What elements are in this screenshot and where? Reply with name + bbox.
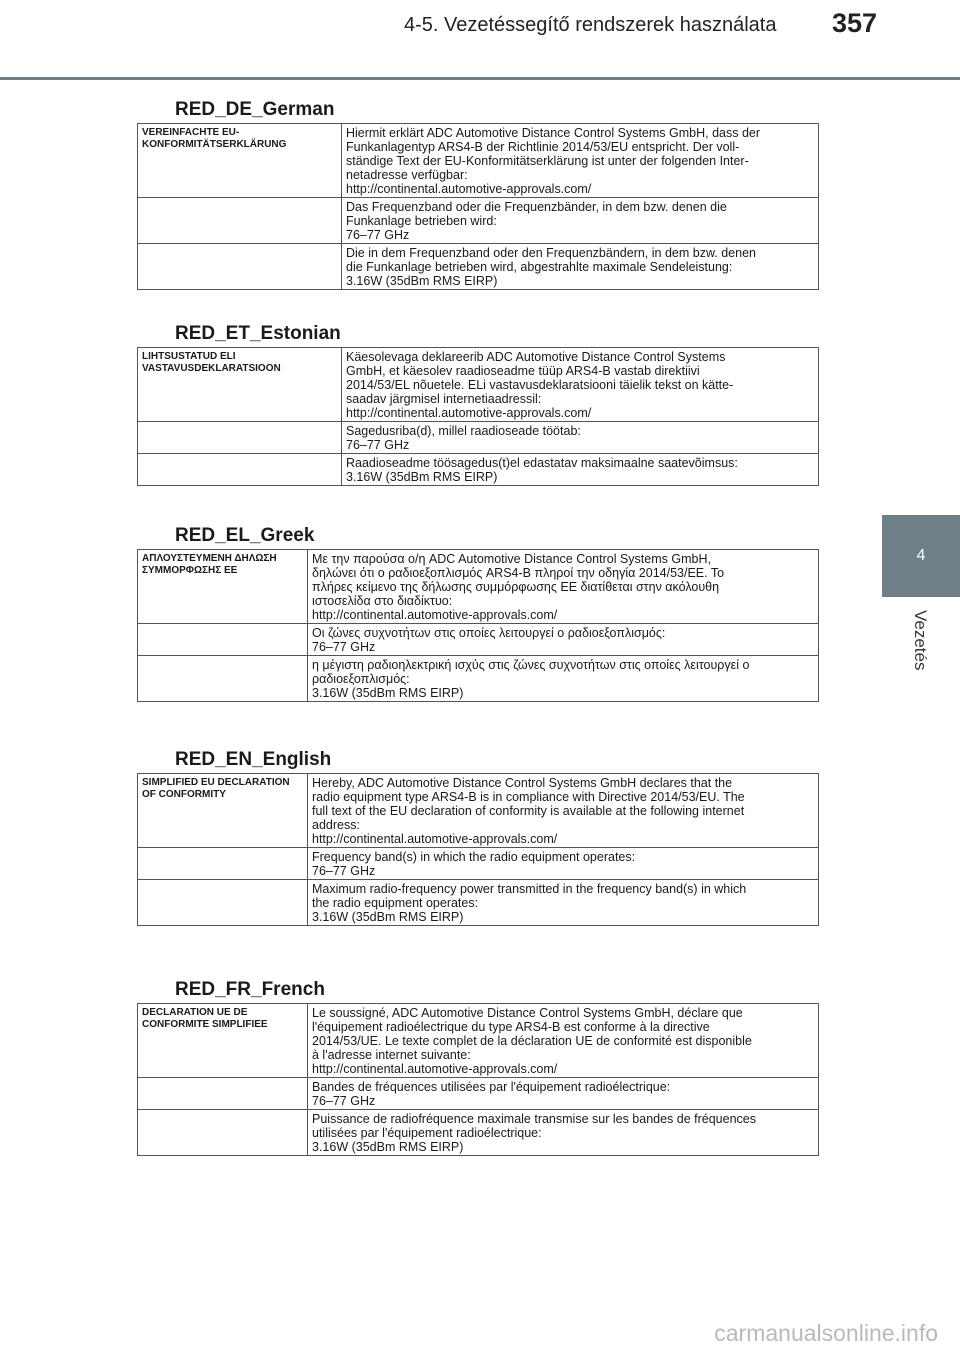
declaration-section — [137, 746, 819, 926]
table-row — [138, 1078, 819, 1110]
text-line: 76–77 GHz — [346, 438, 410, 452]
declaration-table — [137, 347, 819, 486]
text-line: radio equipment type ARS4-B is in compliance with Directive 2014/53/EU. The — [312, 790, 745, 804]
text-line: Käesolevaga deklareerib ADC Automotive Distance Control Systems — [346, 350, 726, 364]
empty-cell — [138, 244, 342, 290]
text-line: Sagedusriba(d), millel raadioseade töötab: — [346, 424, 581, 438]
declaration-text — [342, 422, 819, 454]
section-title: RED_EL_Greek — [175, 525, 315, 546]
page-number: 357 — [832, 8, 878, 38]
section-title: RED_DE_German — [175, 99, 335, 120]
table-row — [138, 1110, 819, 1156]
declaration-heading: SIMPLIFIED EU DECLARATION OF CONFORMITY — [138, 774, 308, 848]
text-line: δηλώνει ότι ο ραδιοεξοπλισμός ARS4-B πληροί την οδηγία 2014/53/ΕΕ. Το — [312, 566, 725, 580]
text-line: Maximum radio-frequency power transmitted in the frequency band(s) in which — [312, 882, 747, 896]
declaration-text — [342, 244, 819, 290]
text-line: 76–77 GHz — [312, 640, 376, 654]
declaration-text — [342, 198, 819, 244]
text-line: ständige Text der EU-Konformitätserklärung ist unter der folgenden Inter- — [346, 154, 749, 168]
text-line: Le soussigné, ADC Automotive Distance Control Systems GmbH, déclare que — [312, 1006, 743, 1020]
text-line: Raadioseadme töösagedus(t)el edastatav maksimaalne saatevõimsus: — [346, 456, 738, 470]
declaration-text — [308, 880, 819, 926]
table-row — [138, 1004, 819, 1078]
text-line: 3.16W (35dBm RMS EIRP) — [312, 910, 464, 924]
text-line: 76–77 GHz — [346, 228, 410, 242]
declaration-text — [342, 348, 819, 422]
declaration-text — [342, 454, 819, 486]
empty-cell — [138, 422, 342, 454]
text-line: Puissance de radiofréquence maximale transmise sur les bandes de fréquences — [312, 1112, 756, 1126]
declaration-text — [308, 1078, 819, 1110]
declaration-section — [137, 96, 819, 290]
empty-cell — [138, 198, 342, 244]
text-line: http://continental.automotive-approvals.com/ — [312, 832, 558, 846]
text-line: 3.16W (35dBm RMS EIRP) — [312, 1140, 464, 1154]
table-row — [138, 198, 819, 244]
empty-cell — [138, 1078, 308, 1110]
text-line: saadav järgmisel internetiaadressil: — [346, 392, 542, 406]
declaration-section — [137, 976, 819, 1156]
text-line: http://continental.automotive-approvals.com/ — [346, 406, 592, 420]
text-line: 3.16W (35dBm RMS EIRP) — [346, 470, 498, 484]
declaration-heading: LIHTSUSTATUD ELI VASTAVUSDEKLARATSIOON — [138, 348, 342, 422]
text-line: http://continental.automotive-approvals.com/ — [312, 1062, 558, 1076]
declaration-text — [308, 848, 819, 880]
declaration-text — [342, 124, 819, 198]
text-line: utilisées par l'équipement radioélectrique: — [312, 1126, 542, 1140]
text-line: http://continental.automotive-approvals.com/ — [312, 608, 558, 622]
declaration-text — [308, 624, 819, 656]
empty-cell — [138, 656, 308, 702]
declaration-table — [137, 123, 819, 290]
table-row — [138, 454, 819, 486]
section-title: RED_FR_French — [175, 979, 325, 1000]
declaration-table — [137, 773, 819, 926]
header-rule — [0, 77, 960, 80]
text-line: 3.16W (35dBm RMS EIRP) — [312, 686, 464, 700]
declaration-text — [308, 550, 819, 624]
declaration-text — [308, 656, 819, 702]
text-line: 2014/53/UE. Le texte complet de la déclaration UE de conformité est disponible — [312, 1034, 752, 1048]
text-line: à l'adresse internet suivante: — [312, 1048, 471, 1062]
section-title: RED_EN_English — [175, 749, 332, 770]
table-row — [138, 656, 819, 702]
table-row — [138, 624, 819, 656]
header-title: 4-5. Vezetéssegítő rendszerek használata — [404, 14, 777, 36]
table-row — [138, 124, 819, 198]
empty-cell — [138, 1110, 308, 1156]
declaration-heading: VEREINFACHTE EU-KONFORMITÄTSERKLÄRUNG — [138, 124, 342, 198]
chapter-label: Vezetés — [911, 610, 930, 671]
text-line: ιστοσελίδα στο διαδίκτυο: — [312, 594, 453, 608]
text-line: πλήρες κείμενο της δήλωσης συμμόρφωσης ΕΕ διατίθεται στην ακόλουθη — [312, 580, 720, 594]
chapter-tab — [882, 515, 960, 597]
text-line: 76–77 GHz — [312, 1094, 376, 1108]
text-line: the radio equipment operates: — [312, 896, 479, 910]
declaration-text — [308, 774, 819, 848]
empty-cell — [138, 454, 342, 486]
text-line: 3.16W (35dBm RMS EIRP) — [346, 274, 498, 288]
declaration-heading: DECLARATION UE DE CONFORMITE SIMPLIFIEE — [138, 1004, 308, 1078]
text-line: Με την παρούσα ο/η ADC Automotive Distance Control Systems GmbH, — [312, 552, 711, 566]
text-line: Die in dem Frequenzband oder den Frequenzbändern, in dem bzw. denen — [346, 246, 756, 260]
text-line: die Funkanlage betrieben wird, abgestrahlte maximale Sendeleistung: — [346, 260, 733, 274]
table-row — [138, 244, 819, 290]
empty-cell — [138, 848, 308, 880]
table-row — [138, 550, 819, 624]
text-line: Frequency band(s) in which the radio equipment operates: — [312, 850, 636, 864]
text-line: Οι ζώνες συχνοτήτων στις οποίες λειτουργεί ο ραδιοεξοπλισμός: — [312, 626, 666, 640]
table-row — [138, 774, 819, 848]
text-line: l'équipement radioélectrique du type ARS4-B est conforme à la directive — [312, 1020, 710, 1034]
text-line: 2014/53/EL nõuetele. ELi vastavusdeklaratsiooni täielik tekst on kätte- — [346, 378, 734, 392]
declaration-text — [308, 1004, 819, 1078]
text-line: Hereby, ADC Automotive Distance Control Systems GmbH declares that the — [312, 776, 733, 790]
text-line: Funkanlagentyp ARS4-B der Richtlinie 2014/53/EU entspricht. Der voll- — [346, 140, 740, 154]
table-row — [138, 848, 819, 880]
text-line: full text of the EU declaration of conformity is available at the following internet — [312, 804, 745, 818]
text-line: http://continental.automotive-approvals.com/ — [346, 182, 592, 196]
declaration-section — [137, 522, 819, 702]
text-line: Funkanlage betrieben wird: — [346, 214, 497, 228]
text-line: η μέγιστη ραδιοηλεκτρική ισχύς στις ζώνες συχνοτήτων στις οποίες λειτουργεί ο — [312, 658, 750, 672]
declaration-table — [137, 1003, 819, 1156]
text-line: GmbH, et käesolev raadioseadme tüüp ARS4-B vastab direktiivi — [346, 364, 700, 378]
text-line: Bandes de fréquences utilisées par l'équipement radioélectrique: — [312, 1080, 671, 1094]
text-line: ραδιοεξοπλισμός: — [312, 672, 410, 686]
table-row — [138, 422, 819, 454]
text-line: address: — [312, 818, 360, 832]
chapter-number: 4 — [916, 547, 926, 564]
declaration-section — [137, 320, 819, 486]
declaration-text — [308, 1110, 819, 1156]
text-line: Hiermit erklärt ADC Automotive Distance Control Systems GmbH, dass der — [346, 126, 761, 140]
empty-cell — [138, 624, 308, 656]
text-line: Das Frequenzband oder die Frequenzbänder, in dem bzw. denen die — [346, 200, 727, 214]
table-row — [138, 880, 819, 926]
watermark: carmanualsonline.info — [714, 1320, 938, 1346]
text-line: 76–77 GHz — [312, 864, 376, 878]
empty-cell — [138, 880, 308, 926]
declaration-table — [137, 549, 819, 702]
table-row — [138, 348, 819, 422]
section-title: RED_ET_Estonian — [175, 323, 341, 344]
declaration-heading: ΑΠΛΟΥΣΤΕΥΜΕΝΗ ΔΗΛΩΣΗ ΣΥΜΜΟΡΦΩΣΗΣ ΕΕ — [138, 550, 308, 624]
text-line: netadresse verfügbar: — [346, 168, 468, 182]
